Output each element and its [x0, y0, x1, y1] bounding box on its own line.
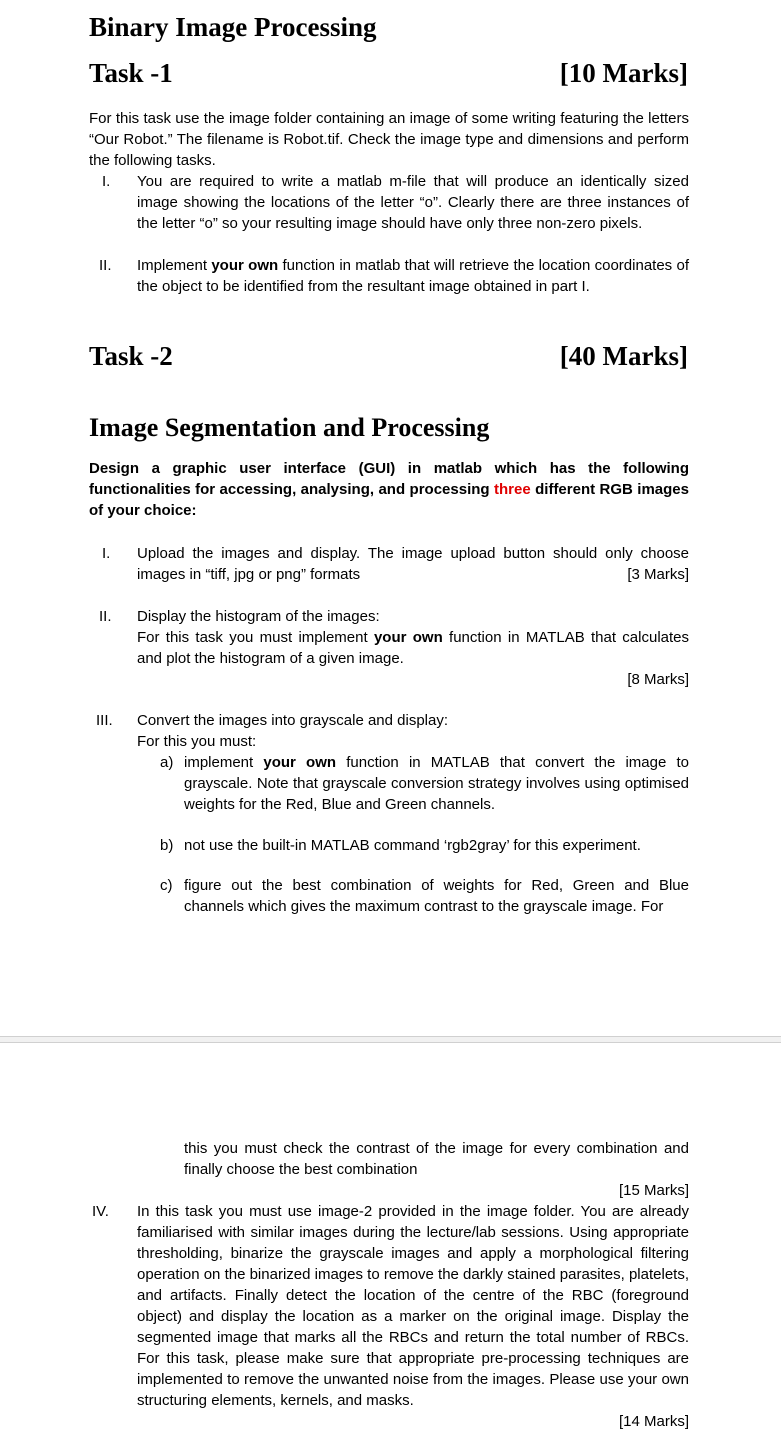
- task1-marks: [10 Marks]: [559, 58, 688, 88]
- task1-item2-text: Implement your own function in matlab that will retrieve the location coordinates of the object to be identified from the resultant image obtained in part I.: [137, 257, 689, 295]
- task2-item4-number: IV.: [92, 1203, 109, 1220]
- task2-intro: Design a graphic user interface (GUI) in matlab which has the following functionalities for accessing, analysing, and processing three different RGB images of your choice:: [89, 460, 689, 519]
- task2-item4-marks: [14 Marks]: [618, 1413, 689, 1430]
- document-title: Binary Image Processing: [89, 12, 377, 42]
- task2-item1-text: Upload the images and display. The image upload button should only choose images in “tiff, jpg or png” formats: [137, 545, 689, 583]
- task2-item2-lead: Display the histogram of the images:: [137, 608, 380, 625]
- task2-item2-text: For this task you must implement your own function in MATLAB that calculates and plot the histogram of a given image.: [137, 629, 690, 667]
- subitem-c-text: figure out the best combination of weights for Red, Green and Blue channels which gives the maximum contrast to the grayscale image. For: [184, 877, 689, 915]
- emphasis-three: three: [494, 481, 531, 498]
- subitem-a-text: implement your own function in MATLAB that convert the image to grayscale. Note that grayscale conversion strategy involves using optimised weights for the Red, Blue and Green channels.: [184, 754, 690, 813]
- task1-item2-number: II.: [99, 257, 112, 274]
- task1-item1-text: You are required to write a matlab m-file that will produce an identically sized image showing the locations of the letter “o”. Clearly there are three instances of the letter “o” so your resulting image should have only three non-zero pixels.: [137, 173, 689, 232]
- emphasis-your-own: your own: [263, 754, 337, 771]
- task2-item3-marks: [15 Marks]: [618, 1182, 689, 1199]
- task2-item3-number: III.: [96, 712, 113, 729]
- task2-item3-lead: Convert the images into grayscale and display:: [137, 712, 449, 729]
- task1-intro: For this task use the image folder containing an image of some writing featuring the letters “Our Robot.” The filename is Robot.tif. Check the image type and dimensions and perform the following tasks.: [89, 110, 689, 169]
- subitem-c-continuation: this you must check the contrast of the image for every combination and finally choose the best combination: [184, 1140, 689, 1178]
- subitem-b-label: b): [160, 837, 174, 854]
- task2-item4-text: In this task you must use image-2 provided in the image folder. You are already familiarised with similar images during the lecture/lab sessions. Using appropriate thresholding, binarize the grayscale images and apply a morphological filtering operation on the binarized images to remove the darkly stained parasites, platelets, and artifacts. Finally detect the location of the centre of the RBC (foreground object) and display the location as a marker on the original image. Display the segmented image that marks all the RBCs and return the total number of RBCs. For this task, please make sure that appropriate pre-processing techniques are implemented to remove the unwanted noise from the images. Please use your own structuring elements, kernels, and masks.: [137, 1203, 689, 1409]
- subitem-a-label: a): [160, 754, 174, 771]
- task2-item3-instruction: For this you must:: [137, 733, 257, 750]
- task2-marks: [40 Marks]: [559, 341, 688, 371]
- subitem-b-text: not use the built-in MATLAB command ‘rgb2gray’ for this experiment.: [184, 837, 641, 854]
- emphasis-your-own: your own: [373, 629, 443, 646]
- task2-item2-number: II.: [99, 608, 112, 625]
- task1-item1-number: I.: [102, 173, 111, 190]
- section-title: Image Segmentation and Processing: [89, 413, 490, 442]
- task2-item1-number: I.: [102, 545, 111, 562]
- page-separator: [0, 1036, 781, 1043]
- task2-item1-marks: [3 Marks]: [627, 566, 689, 583]
- emphasis-your-own: your own: [211, 257, 279, 274]
- task2-heading: Task -2: [89, 341, 173, 371]
- task2-item2-marks: [8 Marks]: [627, 671, 689, 688]
- subitem-c-label: c): [160, 877, 173, 894]
- document-page-2: [0, 1043, 781, 1441]
- task1-heading: Task -1: [89, 58, 173, 88]
